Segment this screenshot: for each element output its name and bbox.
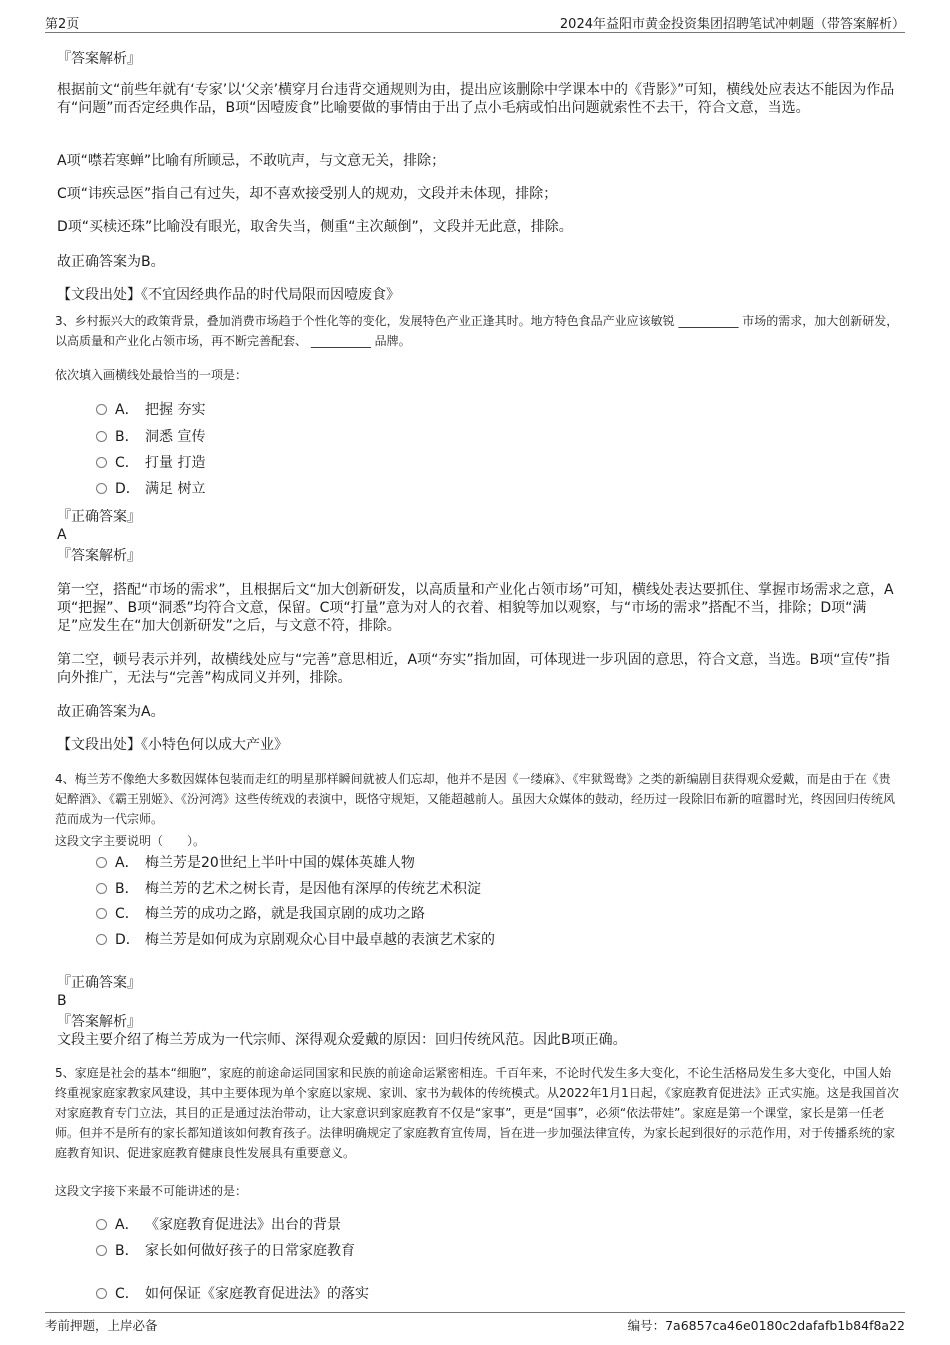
q3-analysis-p1: 第一空，搭配“市场的需求”，且根据后文“加大创新研发，以高质量和产业化占领市场”可知，横线处表达要抓住、掌握市场需求之意，A项“把握”、B项“洞悉”均符合文意，保留。C项“打量”意为对人的衣着、相貌等加以观察，与“市场的需求”搭配不当，排除；D项“满足”应发生在“加大创新研发”之后，与文意不符，排除。 [57,582,894,634]
q3-analysis-p2: 第二空，顿号表示并列，故横线处应与“完善”意思相近，A项“夯实”指加固，可体现进一步巩固的意思，符合文意，当选。B项“宣传”指向外推广，无法与“完善”构成同义并列，排除。 [57,652,890,686]
q3-option-b[interactable]: B． 洞悉 宣传 [96,428,205,446]
radio-icon[interactable] [96,883,107,894]
q3-option-d[interactable]: D． 满足 树立 [96,480,205,498]
q4-option-d[interactable]: D． 梅兰芳是如何成为京剧观众心目中最卓越的表演艺术家的 [96,931,495,949]
q5-option-b[interactable]: B． 家长如何做好孩子的日常家庭教育 [96,1242,355,1260]
document-title: 2024年益阳市黄金投资集团招聘笔试冲刺题（带答案解析） [559,17,905,32]
q2-analysis-p2: A项“噤若寒蝉”比喻有所顾忌，不敢吭声，与文意无关，排除； [57,153,446,169]
radio-icon[interactable] [96,431,107,442]
radio-icon[interactable] [96,908,107,919]
q4-correct-label: 『正确答案』 [57,975,141,991]
q3-correct-label: 『正确答案』 [57,509,141,525]
page-header [45,10,905,33]
radio-icon[interactable] [96,457,107,468]
q3-option-a[interactable]: A． 把握 夯实 [96,401,205,419]
q4-option-c[interactable]: C． 梅兰芳的成功之路，就是我国京剧的成功之路 [96,905,425,923]
q4-stem: 4、梅兰芳不像绝大多数因媒体包装而走红的明星那样瞬间就被人们忘却，他并不是因《一缕麻》、《牢狱鸳鸯》之类的新编剧目获得观众爱戴，而是由于在《贵妃醉酒》、《霸王别姬》、《汾河湾》这些传统戏的表演中，既恪守规矩，又能超越前人。虽因大众媒体的鼓动，经历过一段除旧布新的喧嚣时光，终因回归传统风范而成为一代宗师。 [55,772,896,826]
q4-option-a[interactable]: A． 梅兰芳是20世纪上半叶中国的媒体英雄人物 [96,854,415,872]
q3-prompt: 依次填入画横线处最恰当的一项是： [55,368,248,382]
q2-analysis-p3: C项“讳疾忌医”指自己有过失，却不喜欢接受别人的规劝，文段并未体现，排除； [57,186,558,202]
radio-icon[interactable] [96,1219,107,1230]
page-number: 第2页 [45,17,80,32]
q2-source: 【文段出处】《不宜因经典作品的时代局限而因噎废食》 [57,287,400,303]
q3-stem: 3、乡村振兴大的政策背景，叠加消费市场趋于个性化等的变化，发展特色产业正逢其时。地方特色食品产业应该敏锐 __________ 市场的需求，加大创新研发，以高质量和产业化占领市场，再不断完善配套、 __________ 品牌。 [55,314,899,348]
q5-option-c[interactable]: C． 如何保证《家庭教育促进法》的落实 [96,1285,369,1303]
q4-option-b[interactable]: B． 梅兰芳的艺术之树长青，是因他有深厚的传统艺术积淀 [96,880,481,898]
q5-stem: 5、家庭是社会的基本“细胞”，家庭的前途命运同国家和民族的前途命运紧密相连。千百年来，不论时代发生多大变化，不论生活格局发生多大变化，中国人始终重视家庭家教家风建设，其中主要体现为单个家庭以家规、家训、家书为载体的传统模式。从2022年1月1日起，《家庭教育促进法》正式实施。这是我国首次对家庭教育专门立法，其目的正是通过法治带动，让大家意识到家庭教育不仅是“家事”，更是“国事”，必须“依法带娃”。家庭是第一个课堂，家长是第一任老师。但并不是所有的家长都知道该如何教育孩子。法律明确规定了家庭教育宣传周，旨在进一步加强法律宣传，为家长起到很好的示范作用，对于传播系统的家庭教育知识、促进家庭教育健康良性发展具有重要意义。 [55,1066,899,1160]
radio-icon[interactable] [96,1288,107,1299]
q2-analysis-label: 『答案解析』 [57,51,141,67]
q2-conclusion: 故正确答案为B。 [57,254,165,270]
radio-icon[interactable] [96,857,107,868]
q4-analysis-label: 『答案解析』 [57,1014,141,1030]
radio-icon[interactable] [96,934,107,945]
document-code: 编号：7a6857ca46e0180c2dafafb1b84f8a22 [627,1318,905,1333]
q3-correct-answer: A [57,527,67,543]
q5-option-a[interactable]: A． 《家庭教育促进法》出台的背景 [96,1216,341,1234]
q2-analysis-p4: D项“买椟还珠”比喻没有眼光，取舍失当，侧重“主次颠倒”，文段并无此意，排除。 [57,219,573,235]
q4-correct-answer: B [57,993,67,1009]
radio-icon[interactable] [96,1245,107,1256]
q3-conclusion: 故正确答案为A。 [57,704,165,720]
q3-option-c[interactable]: C． 打量 打造 [96,454,205,472]
q4-prompt: 这段文字主要说明（ ）。 [55,834,206,848]
q3-analysis-label: 『答案解析』 [57,548,141,564]
q5-prompt: 这段文字接下来最不可能讲述的是： [55,1184,248,1198]
page-footer [45,1312,905,1335]
radio-icon[interactable] [96,483,107,494]
q4-analysis-p1: 文段主要介绍了梅兰芳成为一代宗师、深得观众爱戴的原因：回归传统风范。因此B项正确。 [57,1032,627,1048]
q2-analysis-p1: 根据前文“前些年就有‘专家’以‘父亲’横穿月台违背交通规则为由，提出应该删除中学课本中的《背影》”可知，横线处应表达不能因为作品有“问题”而否定经典作品，B项“因噎废食”比喻要做的事情由于出了点小毛病或怕出问题就索性不去干，符合文意，当选。 [57,82,895,116]
footer-slogan: 考前押题，上岸必备 [45,1318,158,1333]
radio-icon[interactable] [96,404,107,415]
q3-source: 【文段出处】《小特色何以成大产业》 [57,737,288,753]
